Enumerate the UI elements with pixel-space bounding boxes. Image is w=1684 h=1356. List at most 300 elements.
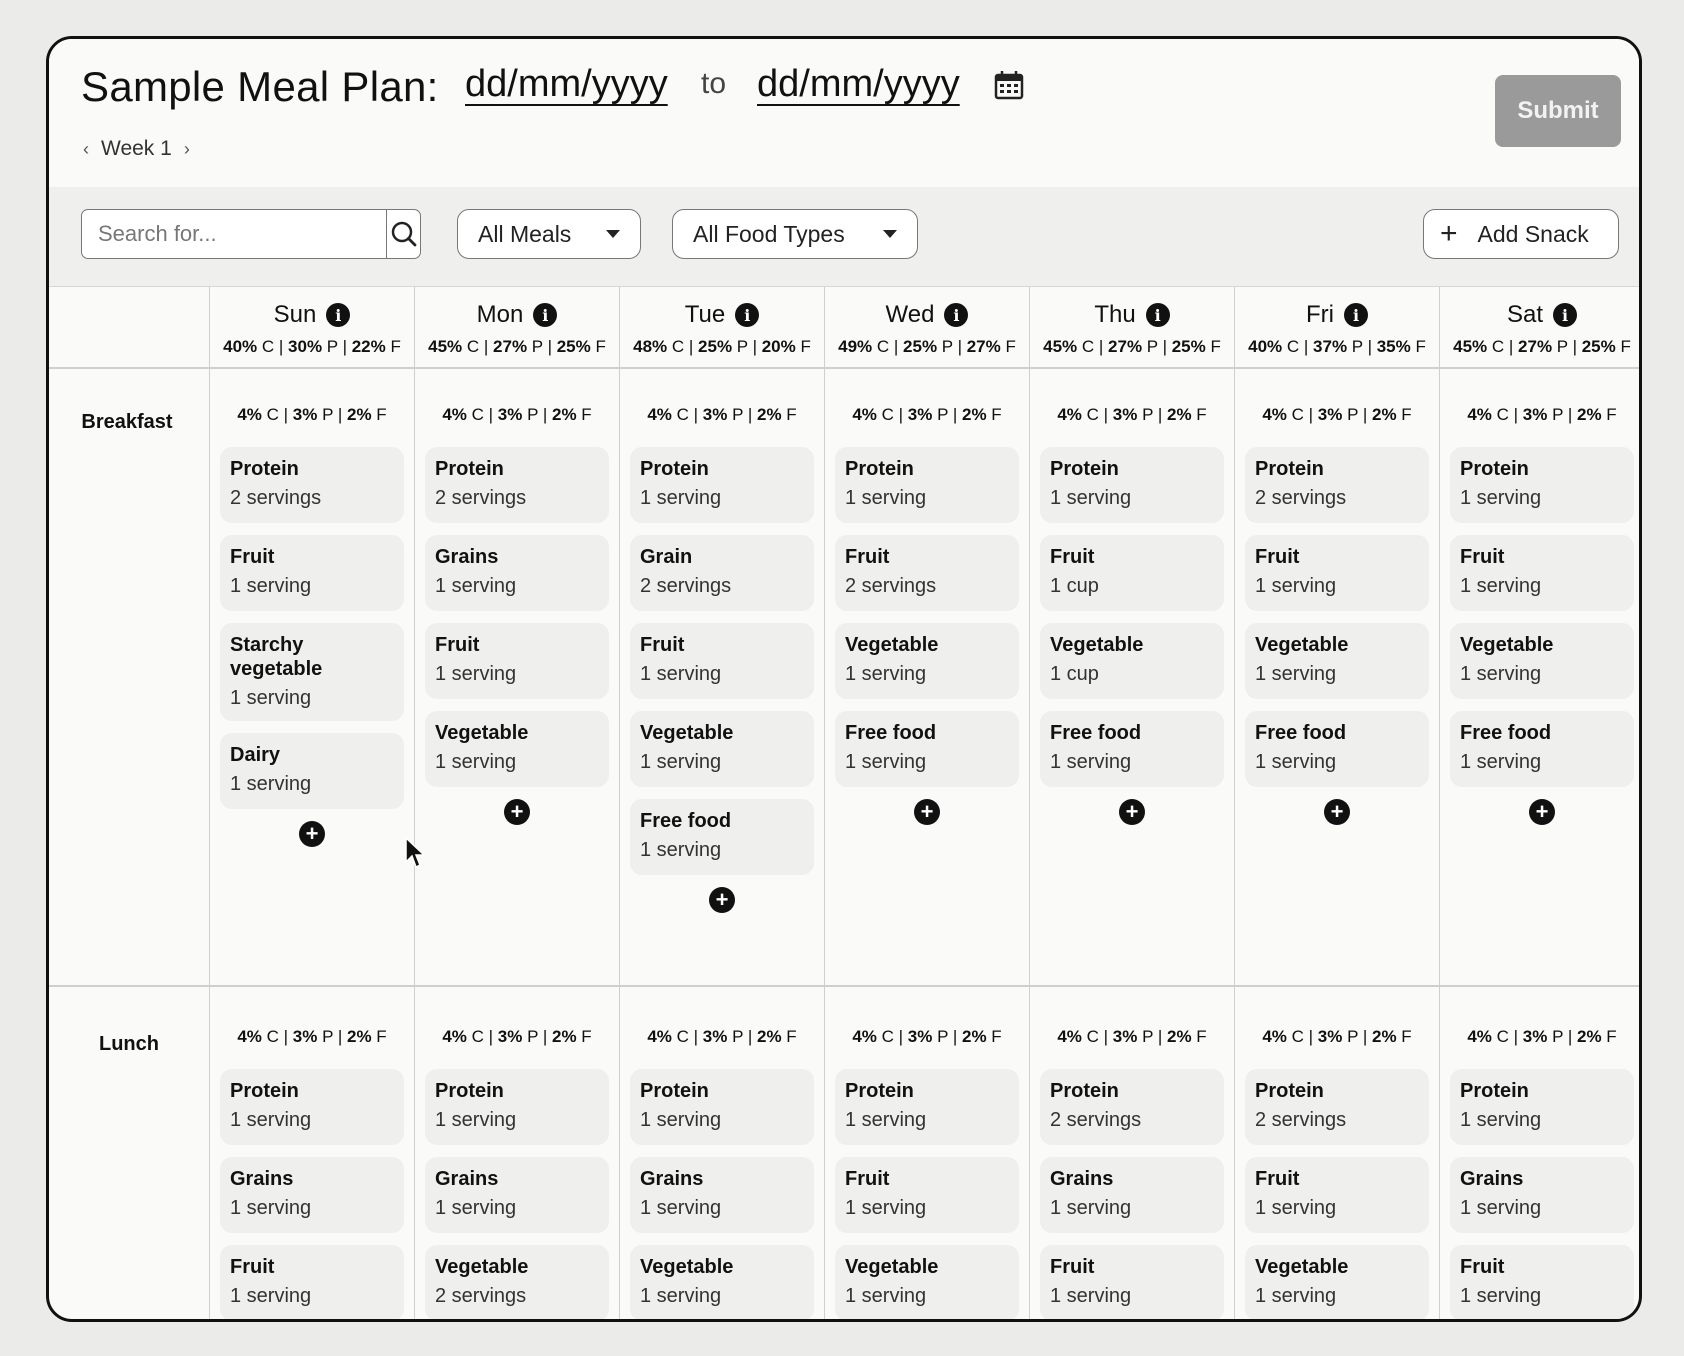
food-group-card[interactable] <box>1245 1245 1429 1321</box>
food-group-name: Vegetable <box>1255 634 1349 656</box>
day-macro-summary: 49% C | 25% P | 27% F <box>838 337 1016 356</box>
food-group-card[interactable] <box>425 1245 609 1321</box>
food-group-card[interactable] <box>1040 1245 1224 1321</box>
food-group-card[interactable] <box>1450 1245 1634 1321</box>
add-food-plus-circle-icon[interactable]: + <box>1119 799 1145 825</box>
food-group-card[interactable] <box>1450 1157 1634 1233</box>
food-group-amount: 1 serving <box>1050 1197 1132 1219</box>
info-icon[interactable]: i <box>944 303 968 327</box>
food-group-amount: 1 serving <box>640 663 722 685</box>
macro-p-value: 3% <box>292 405 318 424</box>
macro-f-value: 2% <box>1576 1027 1602 1046</box>
week-navigation <box>83 137 190 161</box>
food-group-name: Fruit <box>230 1256 275 1278</box>
food-group-card[interactable] <box>1040 447 1224 523</box>
food-group-name: Protein <box>1460 458 1529 480</box>
food-group-name: Free food <box>640 810 732 832</box>
macro-p-value: 3% <box>497 405 523 424</box>
food-group-card[interactable] <box>220 535 404 611</box>
macro-p-value: 25% <box>698 337 733 356</box>
food-group-amount: 1 serving <box>640 751 722 773</box>
macro-p-value: 27% <box>1518 337 1553 356</box>
macro-c-value: 4% <box>647 405 672 424</box>
meal-day-cell <box>1439 369 1642 985</box>
macro-f-value: 22% <box>351 337 386 356</box>
food-group-card[interactable] <box>1245 535 1429 611</box>
macro-f-value: 2% <box>346 1027 372 1046</box>
food-group-card[interactable] <box>630 1157 814 1233</box>
meal-macro-summary: 4% C | 3% P | 2% F <box>237 405 387 424</box>
meal-macro-summary: 4% C | 3% P | 2% F <box>1467 405 1617 424</box>
food-group-name: Protein <box>435 458 504 480</box>
food-group-card[interactable] <box>220 623 404 721</box>
macro-f-value: 2% <box>756 1027 782 1046</box>
food-group-card[interactable] <box>835 535 1019 611</box>
food-group-amount: 1 serving <box>845 1285 927 1307</box>
macro-c-value: 4% <box>1467 405 1492 424</box>
meal-day-cell <box>824 369 1029 985</box>
caret-down-icon <box>606 230 620 238</box>
meal-macro-summary: 4% C | 3% P | 2% F <box>442 1027 592 1046</box>
day-name-label: Wed <box>885 301 935 328</box>
macro-p-value: 3% <box>907 405 933 424</box>
day-macro-summary: 40% C | 30% P | 22% F <box>223 337 401 356</box>
food-group-card[interactable] <box>1450 623 1634 699</box>
macro-f-value: 2% <box>1371 405 1397 424</box>
food-group-name: Protein <box>640 458 709 480</box>
macro-c-value: 40% <box>1248 337 1283 356</box>
macro-c-value: 4% <box>852 1027 877 1046</box>
food-card-list <box>1235 1069 1439 1321</box>
day-header-sat <box>1439 287 1642 369</box>
macro-p-value: 3% <box>497 1027 523 1046</box>
meal-macro-summary: 4% C | 3% P | 2% F <box>852 1027 1002 1046</box>
macro-c-value: 45% <box>428 337 463 356</box>
food-group-card[interactable] <box>425 1069 609 1145</box>
food-group-card[interactable] <box>630 1069 814 1145</box>
day-name-label: Fri <box>1306 301 1334 328</box>
day-name-label: Sun <box>273 301 317 328</box>
food-group-card[interactable] <box>1040 1157 1224 1233</box>
food-group-amount: 1 serving <box>1050 487 1132 509</box>
food-group-name: Fruit <box>1255 546 1300 568</box>
food-card-list <box>210 1069 414 1321</box>
food-group-name: Protein <box>1255 458 1324 480</box>
food-group-amount: 1 serving <box>435 751 517 773</box>
food-group-amount: 1 serving <box>435 1197 517 1219</box>
macro-p-value: 3% <box>907 1027 933 1046</box>
food-group-card[interactable] <box>425 1157 609 1233</box>
meal-macro-summary: 4% C | 3% P | 2% F <box>852 405 1002 424</box>
meal-label: Lunch <box>99 1033 159 1055</box>
meal-day-cell <box>414 987 619 1322</box>
macro-f-value: 2% <box>346 405 372 424</box>
day-header-tue <box>619 287 824 369</box>
food-group-amount: 2 servings <box>230 487 322 509</box>
food-card-list <box>620 1069 824 1321</box>
food-group-amount: 1 cup <box>1050 575 1099 597</box>
food-group-name: Vegetable <box>640 1256 734 1278</box>
food-group-card[interactable] <box>1040 711 1224 787</box>
macro-f-value: 2% <box>551 405 577 424</box>
food-card-list <box>1030 1069 1234 1321</box>
day-name <box>210 301 414 329</box>
food-group-name: Fruit <box>1460 1256 1505 1278</box>
food-group-name: Protein <box>845 458 914 480</box>
food-group-amount: 1 serving <box>845 1109 927 1131</box>
header <box>49 39 1639 187</box>
food-card-list <box>1030 447 1234 825</box>
macro-c-value: 49% <box>838 337 873 356</box>
macro-f-value: 2% <box>756 405 782 424</box>
meal-macro-summary: 4% C | 3% P | 2% F <box>647 1027 797 1046</box>
meal-macro-summary: 4% C | 3% P | 2% F <box>1262 405 1412 424</box>
food-group-card[interactable] <box>1245 1069 1429 1145</box>
date-range-separator: to <box>701 67 727 100</box>
meal-day-cell <box>619 369 824 985</box>
meal-day-cell <box>209 987 414 1322</box>
add-food-plus-circle-icon[interactable]: + <box>709 887 735 913</box>
food-group-card[interactable] <box>425 447 609 523</box>
food-group-name: Free food <box>1460 722 1552 744</box>
food-group-card[interactable] <box>425 711 609 787</box>
food-group-amount: 1 serving <box>845 1197 927 1219</box>
food-group-amount: 1 serving <box>230 687 312 709</box>
food-group-card[interactable] <box>835 623 1019 699</box>
day-header-thu <box>1029 287 1234 369</box>
food-group-card[interactable] <box>1245 623 1429 699</box>
day-name <box>1235 301 1439 329</box>
food-group-name: Fruit <box>1050 1256 1095 1278</box>
macro-c-value: 4% <box>1057 405 1082 424</box>
info-icon[interactable]: i <box>1344 303 1368 327</box>
macro-c-value: 4% <box>237 405 262 424</box>
info-icon[interactable]: i <box>735 303 759 327</box>
food-group-name: Vegetable <box>845 1256 939 1278</box>
meals-filter-dropdown[interactable] <box>457 209 641 259</box>
food-group-card[interactable] <box>835 447 1019 523</box>
food-group-card[interactable] <box>220 733 404 809</box>
food-group-card[interactable] <box>425 623 609 699</box>
meal-label: Breakfast <box>81 411 173 433</box>
day-name <box>825 301 1029 329</box>
food-types-filter-value: All Food Types <box>693 220 845 247</box>
food-group-card[interactable] <box>835 711 1019 787</box>
food-group-amount: 1 serving <box>1460 751 1542 773</box>
chevron-right-icon[interactable]: › <box>183 138 190 159</box>
food-group-name: Grains <box>1460 1168 1524 1190</box>
meal-plan-window <box>46 36 1642 1322</box>
meal-macro-summary: 4% C | 3% P | 2% F <box>1057 405 1207 424</box>
food-group-amount: 1 serving <box>845 663 927 685</box>
add-food-plus-circle-icon[interactable]: + <box>914 799 940 825</box>
food-group-name: Vegetable <box>435 722 529 744</box>
add-food-plus-circle-icon[interactable]: + <box>299 821 325 847</box>
macro-c-value: 4% <box>1057 1027 1082 1046</box>
end-date-field[interactable]: dd/mm/yyyy <box>757 63 960 105</box>
food-group-card[interactable] <box>835 1069 1019 1145</box>
info-icon[interactable]: i <box>326 303 350 327</box>
macro-f-value: 25% <box>1171 337 1206 356</box>
day-name-label: Sat <box>1506 301 1544 328</box>
meal-macro-summary: 4% C | 3% P | 2% F <box>1057 1027 1207 1046</box>
day-macro-summary: 48% C | 25% P | 20% F <box>633 337 811 356</box>
food-group-card[interactable] <box>1040 1069 1224 1145</box>
food-group-card[interactable] <box>630 711 814 787</box>
food-group-amount: 2 servings <box>845 575 937 597</box>
food-group-name: Protein <box>640 1080 709 1102</box>
page-title: Sample Meal Plan: <box>81 63 439 110</box>
meal-macro-summary: 4% C | 3% P | 2% F <box>442 405 592 424</box>
search-input[interactable] <box>82 210 386 258</box>
food-group-amount: 1 serving <box>640 839 722 861</box>
food-group-amount: 1 serving <box>230 1285 312 1307</box>
add-food-plus-circle-icon[interactable]: + <box>1529 799 1555 825</box>
macro-f-value: 2% <box>1576 405 1602 424</box>
food-group-name: Grains <box>640 1168 704 1190</box>
meal-macro-summary: 4% C | 3% P | 2% F <box>1262 1027 1412 1046</box>
food-group-amount: 2 servings <box>435 1285 527 1307</box>
day-header-wed <box>824 287 1029 369</box>
food-group-card[interactable] <box>835 1157 1019 1233</box>
info-icon[interactable]: i <box>1146 303 1170 327</box>
food-card-list <box>210 447 414 847</box>
meal-grid <box>49 287 1639 1322</box>
food-group-name: Vegetable <box>1460 634 1554 656</box>
day-name-label: Mon <box>476 301 524 328</box>
food-group-name: Fruit <box>1050 546 1095 568</box>
macro-p-value: 3% <box>1112 405 1138 424</box>
food-group-amount: 1 serving <box>845 751 927 773</box>
food-group-card[interactable] <box>1245 1157 1429 1233</box>
search-box <box>81 209 421 259</box>
day-header-mon <box>414 287 619 369</box>
macro-p-value: 3% <box>1522 1027 1548 1046</box>
macro-f-value: 27% <box>966 337 1001 356</box>
food-group-amount: 1 serving <box>1460 1197 1542 1219</box>
food-group-name: Grains <box>230 1168 294 1190</box>
food-group-amount: 1 serving <box>230 575 312 597</box>
day-name <box>1030 301 1234 329</box>
macro-c-value: 4% <box>442 1027 467 1046</box>
food-group-card[interactable] <box>630 535 814 611</box>
macro-c-value: 4% <box>442 405 467 424</box>
food-group-name: Fruit <box>845 546 890 568</box>
day-name <box>620 301 824 329</box>
calendar-icon[interactable] <box>993 69 1025 101</box>
food-group-card[interactable] <box>1040 535 1224 611</box>
food-group-amount: 1 serving <box>640 1285 722 1307</box>
add-food-plus-circle-icon[interactable]: + <box>504 799 530 825</box>
food-group-name: Fruit <box>435 634 480 656</box>
info-icon[interactable]: i <box>1553 303 1577 327</box>
macro-f-value: 25% <box>556 337 591 356</box>
food-group-amount: 1 serving <box>1460 487 1542 509</box>
meal-row-lunch <box>49 987 1639 1322</box>
food-group-amount: 1 serving <box>1460 1109 1542 1131</box>
macro-f-value: 2% <box>961 405 987 424</box>
food-group-name: Vegetable <box>1255 1256 1349 1278</box>
meal-day-cell <box>824 987 1029 1322</box>
meal-day-cell <box>209 369 414 985</box>
food-group-card[interactable] <box>630 799 814 875</box>
day-macro-summary: 40% C | 37% P | 35% F <box>1248 337 1426 356</box>
food-group-amount: 1 serving <box>640 1109 722 1131</box>
chevron-left-icon[interactable]: ‹ <box>83 138 89 159</box>
macro-f-value: 2% <box>1166 1027 1192 1046</box>
food-group-card[interactable] <box>220 1157 404 1233</box>
macro-p-value: 3% <box>292 1027 318 1046</box>
macro-p-value: 25% <box>903 337 938 356</box>
food-group-amount: 1 serving <box>640 487 722 509</box>
macro-f-value: 2% <box>551 1027 577 1046</box>
food-group-card[interactable] <box>220 447 404 523</box>
food-group-name: Grains <box>435 546 499 568</box>
food-group-card[interactable] <box>630 623 814 699</box>
food-group-card[interactable] <box>630 1245 814 1321</box>
meal-row-breakfast <box>49 369 1639 987</box>
add-snack-button[interactable] <box>1423 209 1619 259</box>
food-group-name: Fruit <box>640 634 685 656</box>
meal-day-cell <box>1439 987 1642 1322</box>
macro-p-value: 3% <box>1317 405 1343 424</box>
food-group-amount: 1 serving <box>230 773 312 795</box>
filter-toolbar <box>49 187 1639 287</box>
macro-c-value: 40% <box>223 337 258 356</box>
food-group-name: Free food <box>845 722 937 744</box>
submit-button[interactable]: Submit <box>1495 75 1621 147</box>
food-group-name: Free food <box>1255 722 1347 744</box>
food-card-list <box>415 1069 619 1321</box>
meal-day-cell <box>1234 369 1439 985</box>
food-group-amount: 1 serving <box>1255 1197 1337 1219</box>
macro-c-value: 45% <box>1453 337 1488 356</box>
start-date-field[interactable]: dd/mm/yyyy <box>465 63 668 105</box>
meal-day-cell <box>1029 987 1234 1322</box>
food-group-card[interactable] <box>220 1245 404 1321</box>
meal-day-cell <box>1234 987 1439 1322</box>
food-group-card[interactable] <box>835 1245 1019 1321</box>
macro-p-value: 27% <box>1108 337 1143 356</box>
mouse-cursor-icon <box>404 836 426 870</box>
food-group-amount: 1 serving <box>1050 751 1132 773</box>
food-group-name: Grains <box>435 1168 499 1190</box>
food-group-name: Grains <box>1050 1168 1114 1190</box>
meal-macro-summary: 4% C | 3% P | 2% F <box>647 405 797 424</box>
meal-macro-summary: 4% C | 3% P | 2% F <box>1467 1027 1617 1046</box>
food-group-name: Fruit <box>230 546 275 568</box>
macro-c-value: 4% <box>852 405 877 424</box>
food-group-amount: 1 serving <box>435 663 517 685</box>
food-group-name: Protein <box>435 1080 504 1102</box>
caret-down-icon <box>883 230 897 238</box>
food-group-amount: 1 serving <box>435 575 517 597</box>
food-group-name: Vegetable <box>845 634 939 656</box>
day-macro-summary: 45% C | 27% P | 25% F <box>428 337 606 356</box>
macro-c-value: 4% <box>1262 1027 1287 1046</box>
food-group-amount: 2 servings <box>640 575 732 597</box>
macro-f-value: 2% <box>1371 1027 1397 1046</box>
food-group-card[interactable] <box>1450 711 1634 787</box>
food-group-name: Protein <box>230 458 299 480</box>
food-group-card[interactable] <box>1245 711 1429 787</box>
food-group-name: Starchy vegetable <box>230 634 323 680</box>
food-group-card[interactable] <box>1450 535 1634 611</box>
food-group-name: Protein <box>1255 1080 1324 1102</box>
day-header-row <box>49 287 1639 369</box>
macro-f-value: 25% <box>1581 337 1616 356</box>
macro-p-value: 3% <box>702 405 728 424</box>
food-types-filter-dropdown[interactable] <box>672 209 918 259</box>
food-group-amount: 1 serving <box>435 1109 517 1131</box>
meal-day-cell <box>619 987 824 1322</box>
food-group-card[interactable] <box>1450 447 1634 523</box>
day-name-label: Thu <box>1094 301 1136 328</box>
food-group-amount: 1 serving <box>845 487 927 509</box>
food-group-amount: 1 serving <box>230 1197 312 1219</box>
food-group-name: Grain <box>640 546 693 568</box>
food-group-amount: 1 serving <box>1460 575 1542 597</box>
food-group-amount: 1 serving <box>1460 663 1542 685</box>
food-card-list <box>1235 447 1439 825</box>
macro-p-value: 3% <box>702 1027 728 1046</box>
macro-p-value: 3% <box>1522 405 1548 424</box>
food-group-amount: 2 servings <box>435 487 527 509</box>
week-label: Week 1 <box>101 137 172 160</box>
meal-macro-summary: 4% C | 3% P | 2% F <box>237 1027 387 1046</box>
food-group-card[interactable] <box>1040 623 1224 699</box>
food-card-list <box>825 1069 1029 1321</box>
food-group-amount: 1 serving <box>640 1197 722 1219</box>
food-group-amount: 2 servings <box>1255 1109 1347 1131</box>
food-group-card[interactable] <box>630 447 814 523</box>
day-macro-summary: 45% C | 27% P | 25% F <box>1453 337 1631 356</box>
food-group-amount: 1 serving <box>1255 1285 1337 1307</box>
add-food-plus-circle-icon[interactable]: + <box>1324 799 1350 825</box>
food-card-list <box>620 447 824 913</box>
food-card-list <box>1440 447 1642 825</box>
meals-filter-value: All Meals <box>478 220 572 247</box>
food-group-name: Protein <box>845 1080 914 1102</box>
meal-day-cell <box>414 369 619 985</box>
day-macro-summary: 45% C | 27% P | 25% F <box>1043 337 1221 356</box>
food-group-card[interactable] <box>425 535 609 611</box>
food-group-name: Fruit <box>1255 1168 1300 1190</box>
food-group-card[interactable] <box>1450 1069 1634 1145</box>
macro-c-value: 4% <box>1262 405 1287 424</box>
food-group-name: Protein <box>230 1080 299 1102</box>
food-group-name: Vegetable <box>435 1256 529 1278</box>
search-icon <box>390 220 418 248</box>
food-group-name: Vegetable <box>640 722 734 744</box>
macro-p-value: 3% <box>1317 1027 1343 1046</box>
food-group-amount: 2 servings <box>1255 487 1347 509</box>
food-group-name: Vegetable <box>1050 634 1144 656</box>
day-header-sun <box>209 287 414 369</box>
food-group-name: Protein <box>1050 458 1119 480</box>
food-card-list <box>825 447 1029 825</box>
info-icon[interactable]: i <box>533 303 557 327</box>
macro-p-value: 3% <box>1112 1027 1138 1046</box>
meal-day-cell <box>1029 369 1234 985</box>
macro-p-value: 27% <box>493 337 528 356</box>
food-group-card[interactable] <box>1245 447 1429 523</box>
food-group-card[interactable] <box>220 1069 404 1145</box>
food-group-amount: 1 serving <box>1255 751 1337 773</box>
plus-icon: + <box>1440 217 1458 250</box>
food-group-name: Dairy <box>230 744 281 766</box>
search-button[interactable] <box>386 210 420 258</box>
